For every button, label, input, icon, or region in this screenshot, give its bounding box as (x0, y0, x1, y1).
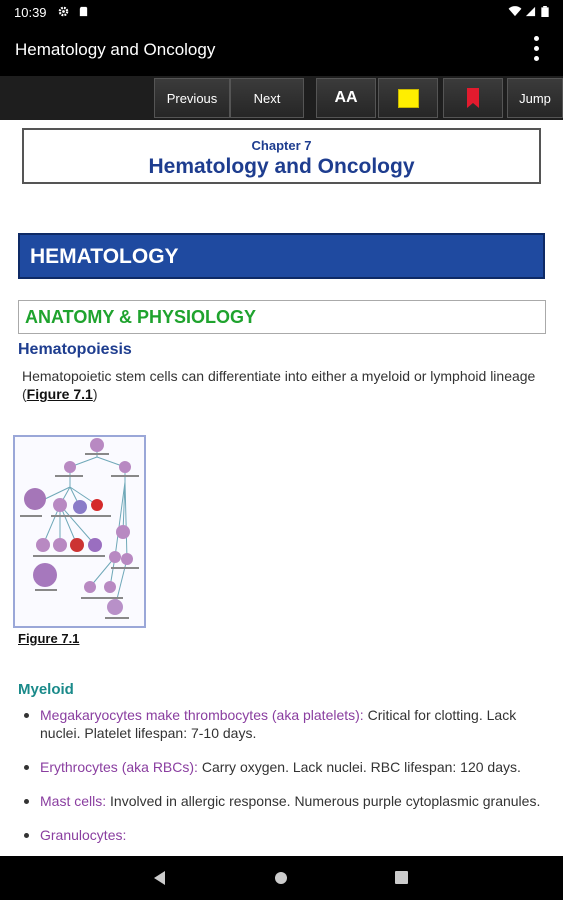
bullet-icon (24, 713, 29, 718)
highlight-button[interactable] (378, 78, 438, 118)
wifi-icon (508, 6, 522, 17)
topic-heading: Hematopoiesis (18, 341, 132, 358)
signal-icon (525, 6, 536, 17)
figure-caption[interactable]: Figure 7.1 (18, 631, 80, 646)
figure-link[interactable]: Figure 7.1 (26, 386, 93, 402)
settings-icon (58, 6, 69, 17)
subsection-heading: ANATOMY & PHYSIOLOGY (18, 300, 546, 334)
list-item (22, 826, 547, 844)
bullet-icon (24, 765, 29, 770)
list-item-term: Erythrocytes (aka RBCs): (40, 759, 198, 775)
chapter-title: Hematology and Oncology (148, 155, 415, 178)
section-heading: HEMATOLOGY (18, 233, 545, 279)
recents-icon[interactable] (395, 871, 408, 884)
font-size-icon: AA (334, 89, 358, 106)
list-item-term: Mast cells: (40, 793, 107, 809)
list-item (22, 758, 547, 776)
list-item-desc: Critical for clotting. Lack nuclei. Platelet lifespan: 7-10 days. (40, 707, 517, 741)
list-item-desc: Involved in allergic response. Numerous purple cytoplasmic granules. (106, 793, 541, 809)
sd-card-icon (78, 6, 89, 17)
bookmark-icon (467, 88, 479, 108)
jump-button[interactable]: Jump (507, 78, 563, 118)
topic-text-end: ) (92, 386, 98, 402)
home-icon[interactable] (274, 871, 288, 885)
list-item (22, 792, 547, 810)
bookmark-button[interactable] (443, 78, 503, 118)
myeloid-list (22, 706, 547, 856)
overflow-menu-icon[interactable] (533, 36, 541, 64)
app-bar (0, 24, 563, 76)
bullet-icon (24, 799, 29, 804)
reader-toolbar (0, 76, 563, 120)
app-title: Hematology and Oncology (15, 40, 216, 59)
back-icon[interactable] (152, 870, 166, 886)
bullet-icon (24, 833, 29, 838)
list-item-desc: Carry oxygen. Lack nuclei. RBC lifespan: 120 days. (197, 759, 521, 775)
next-button[interactable]: Next (230, 78, 304, 118)
topic-paragraph (22, 367, 542, 403)
highlight-note-icon (398, 89, 419, 108)
hematopoiesis-diagram (15, 437, 144, 626)
list-item-term: Granulocytes: (40, 827, 127, 843)
figure-thumbnail[interactable] (13, 435, 146, 628)
list-item-term: Megakaryocytes make thrombocytes (aka platelets): (40, 707, 364, 723)
system-nav-bar (0, 856, 563, 900)
myeloid-heading: Myeloid (18, 681, 74, 698)
status-bar (0, 0, 563, 24)
list-item (22, 706, 547, 742)
battery-icon (541, 6, 549, 17)
font-size-button[interactable] (316, 78, 376, 118)
previous-button[interactable]: Previous (154, 78, 230, 118)
status-time: 10:39 (14, 5, 47, 20)
reader-content[interactable] (0, 120, 563, 856)
topic-text: Hematopoietic stem cells can differentiate into either a myeloid or lymphoid lineage ( (22, 368, 536, 402)
chapter-header (22, 128, 541, 184)
chapter-label: Chapter 7 (251, 138, 312, 153)
